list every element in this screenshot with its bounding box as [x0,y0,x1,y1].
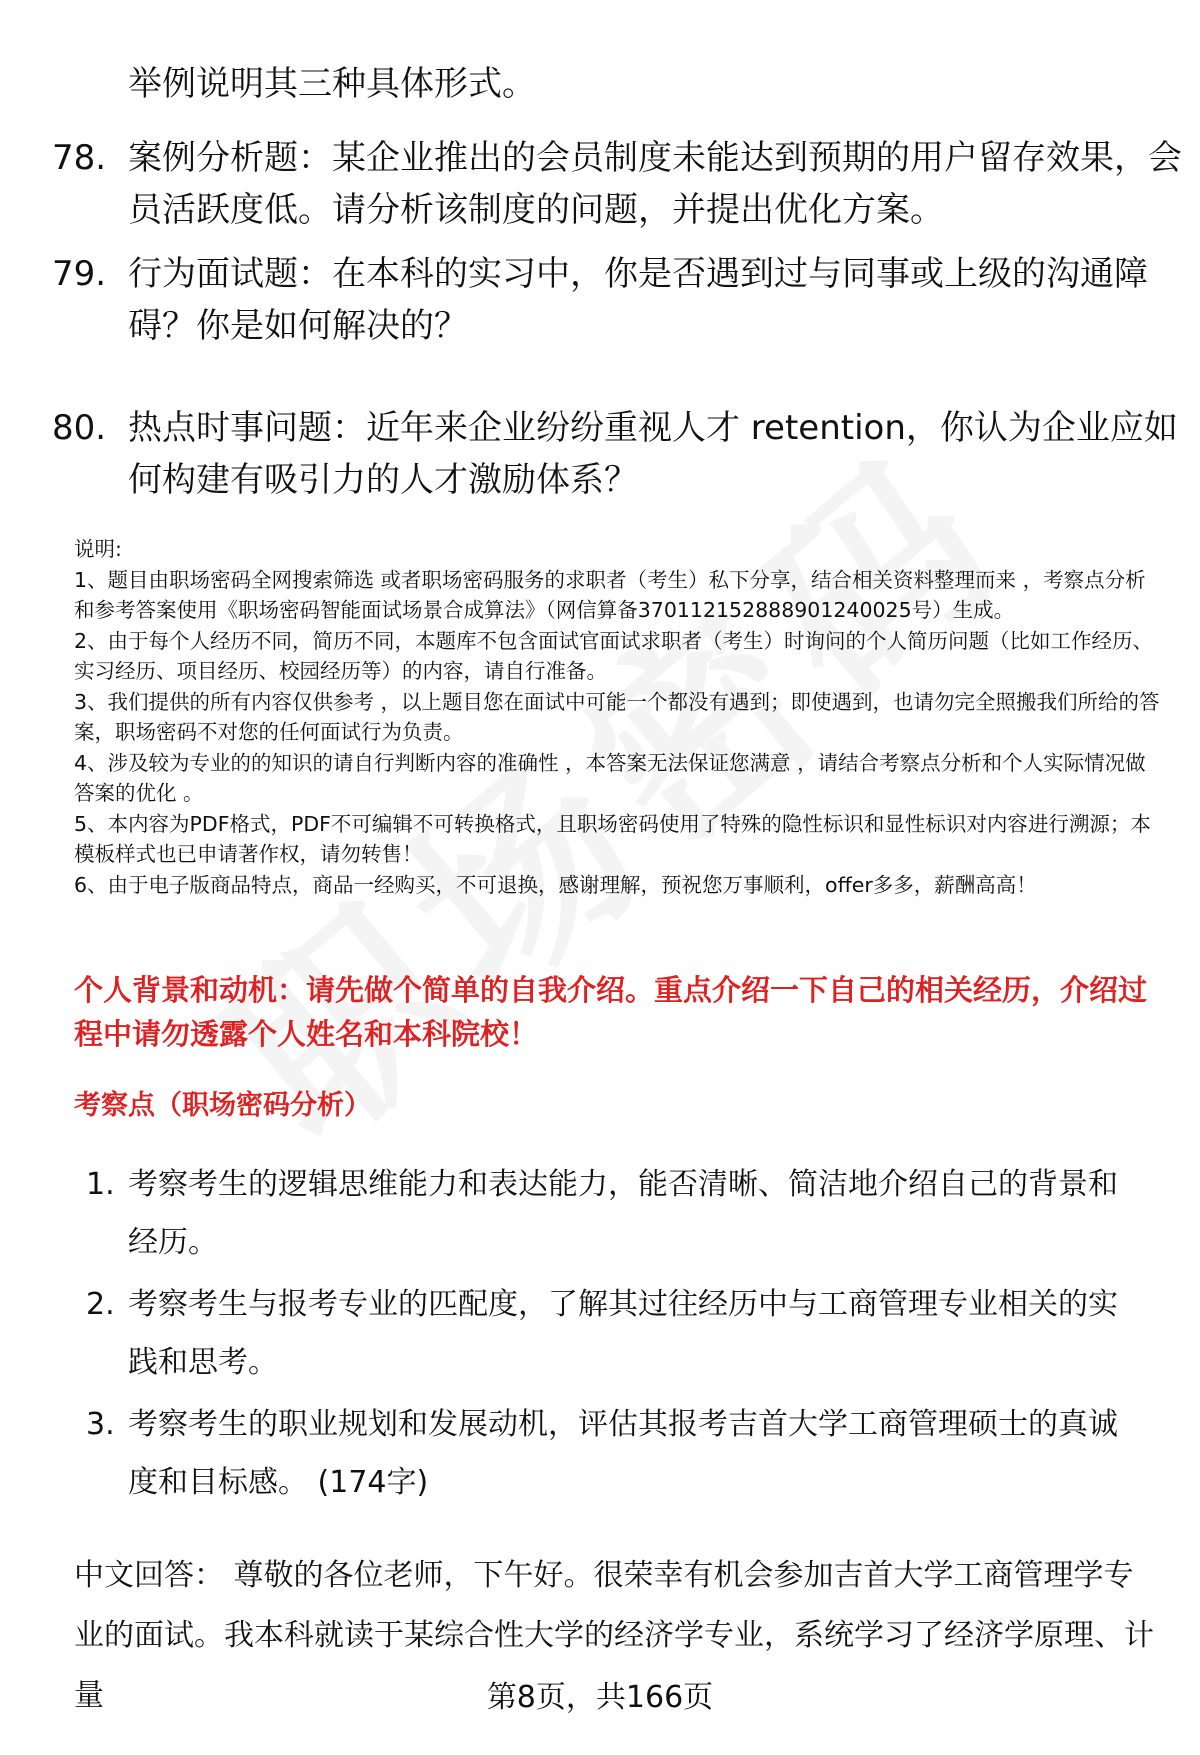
featured-question: 个人背景和动机：请先做个简单的自我介绍。重点介绍一下自己的相关经历，介绍过程中请勿透露个人姓名和本科院校！ [74,973,1148,1051]
point-number: 1. [86,1167,115,1202]
question-item [52,132,1182,236]
point-number: 3. [86,1407,115,1442]
page-footer: 第8页，共166页 [486,1680,714,1715]
question-number: 78. [52,138,107,178]
question-text: 案例分析题：某企业推出的会员制度未能达到预期的用户留存效果，会员活跃度低。请分析该制度的问题，并提出优化方案。 [128,138,1182,230]
point-number: 2. [86,1287,115,1322]
point-text: 考察考生的逻辑思维能力和表达能力，能否清晰、简洁地介绍自己的背景和经历。 [128,1167,1118,1260]
point-text: 考察考生的职业规划和发展动机，评估其报考吉首大学工商管理硕士的真诚度和目标感。 (174字) [128,1407,1118,1500]
analysis-points [74,1156,1154,1516]
question-text: 行为面试题：在本科的实习中，你是否遇到过与同事或上级的沟通障碍？你是如何解决的？ [128,254,1148,346]
analysis-heading: 考察点（职场密码分析） [74,1090,371,1121]
question-continuation: 举例说明其三种具体形式。 [128,64,536,104]
analysis-point [74,1156,1154,1272]
analysis-point [74,1276,1154,1392]
question-text: 热点时事问题：近年来企业纷纷重视人才 retention，你认为企业应如何构建有吸引力的人才激励体系？ [128,408,1178,500]
note-item: 2、由于每个人经历不同，简历不同，本题库不包含面试官面试求职者（考生）时询问的个人简历问题（比如工作经历、实习经历、项目经历、校园经历等）的内容，请自行准备。 [74,628,1154,683]
note-item: 5、本内容为PDF格式，PDF不可编辑不可转换格式，且职场密码使用了特殊的隐性标识和显性标识对内容进行溯源；本模板样式也已申请著作权，请勿转售！ [74,811,1151,866]
answer-text: 中文回答： 尊敬的各位老师，下午好。很荣幸有机会参加吉首大学工商管理学专业的面试。我本科就读于某综合性大学的经济学专业，系统学习了经济学原理、计量 [74,1558,1154,1713]
question-number: 80. [52,408,107,448]
note-item: 4、涉及较为专业的的知识的请自行判断内容的准确性 ，本答案无法保证您满意 ，请结合考察点分析和个人实际情况做答案的优化 。 [74,750,1146,805]
analysis-point [74,1396,1154,1512]
note-item: 3、我们提供的所有内容仅供参考 ，以上题目您在面试中可能一个都没有遇到；即使遇到，也请勿完全照搬我们所给的答案，职场密码不对您的任何面试行为负责。 [74,689,1160,744]
question-item [52,248,1152,352]
question-number: 79. [52,254,107,294]
point-text: 考察考生与报考专业的匹配度，了解其过往经历中与工商管理专业相关的实践和思考。 [128,1287,1118,1380]
notes-title: 说明: [74,537,122,561]
note-item: 1、题目由职场密码全网搜索筛选 或者职场密码服务的求职者（考生）私下分享，结合相关资料整理而来 ，考察点分析和参考答案使用《职场密码智能面试场景合成算法》（网信算备370112152888901240025号）生成。 [74,567,1146,622]
question-item [52,402,1178,506]
note-item: 6、由于电子版商品特点，商品一经购买，不可退换，感谢理解，预祝您万事顺利，offer多多，薪酬高高！ [74,872,1037,897]
notes-section [74,534,1164,900]
